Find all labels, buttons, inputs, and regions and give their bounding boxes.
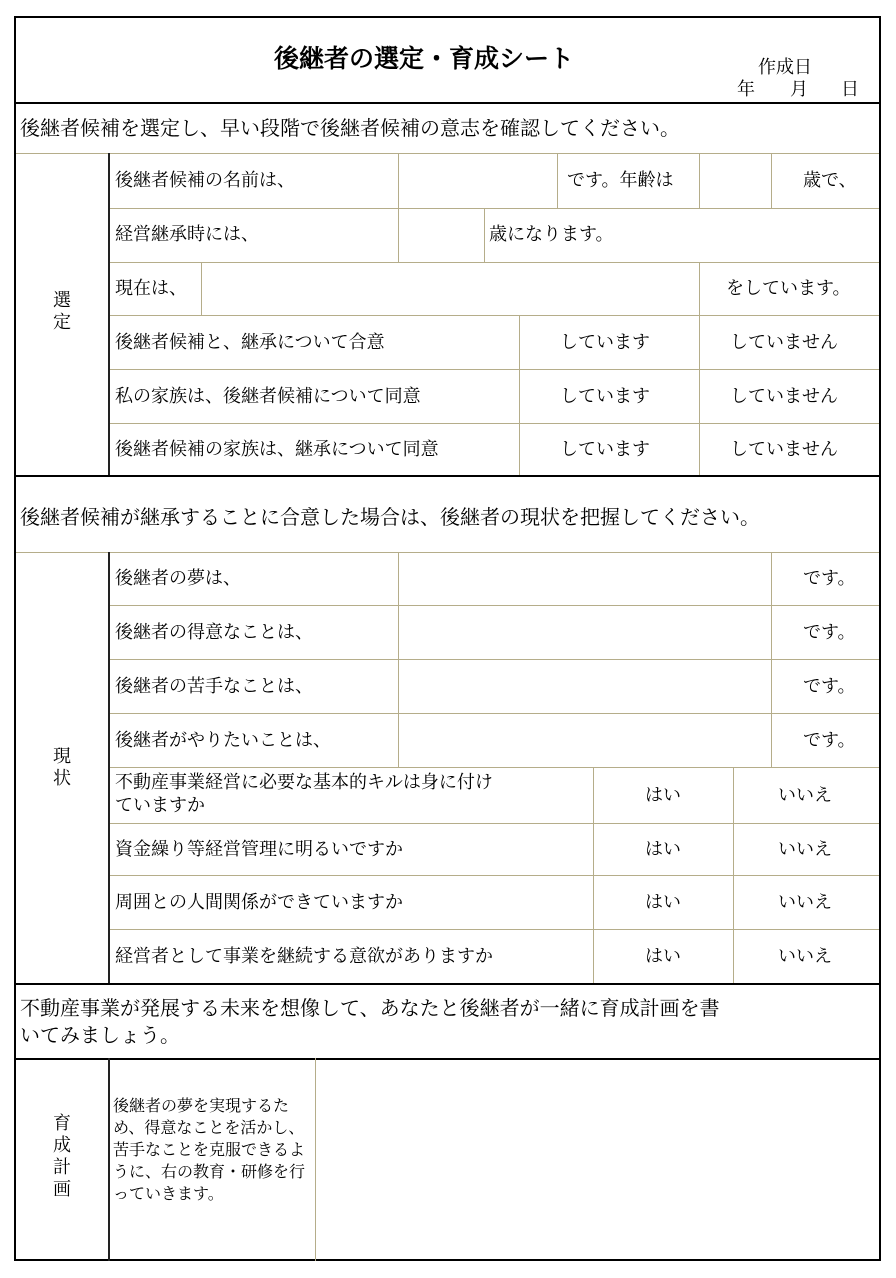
weakness-label: 後継者の苦手なことは、 (115, 676, 313, 697)
relations-yes[interactable]: はい (645, 892, 681, 913)
agreement-family-no[interactable]: していません (730, 386, 838, 407)
skills-no[interactable]: いいえ (778, 785, 832, 806)
section2-end-divider (16, 983, 879, 985)
motivation-no[interactable]: いいえ (778, 946, 832, 967)
finance-no[interactable]: いいえ (778, 839, 832, 860)
strength-end: です。 (803, 622, 856, 643)
succession-sheet (14, 16, 881, 1261)
agreement-family-yes[interactable]: しています (560, 386, 650, 407)
section2-instruction: 後継者候補が継承することに合意した場合は、後継者の現状を把握してください。 (20, 505, 760, 529)
dream-end: です。 (803, 568, 856, 589)
current-status-label: 現在は、 (115, 278, 187, 299)
agreement-candidate-yes[interactable]: しています (560, 332, 650, 353)
wish-label: 後継者がやりたいことは、 (115, 730, 331, 751)
skills-label-line1: 不動産事業経営に必要な基本的キルは身に付け (115, 772, 493, 793)
training-plan-note: 後継者の夢を実現するため、得意なことを活かし、苦手なことを克服できるように、右の教育・研修を行っていきます。 (113, 1096, 306, 1203)
section3-side-label: 育成計画 (53, 1113, 71, 1200)
current-status-end: をしています。 (726, 278, 851, 299)
candidate-age-unit: 歳で、 (803, 170, 857, 191)
section3-instruction-line1: 不動産事業が発展する未来を想像して、あなたと後継者が一緒に育成計画を書 (20, 996, 720, 1020)
strength-label: 後継者の得意なことは、 (115, 622, 313, 643)
date-month: 月 (790, 79, 808, 100)
sheet-title: 後継者の選定・育成シート (274, 44, 575, 73)
date-year: 年 (737, 79, 755, 100)
finance-label: 資金繰り等経営管理に明るいですか (115, 839, 403, 860)
motivation-label: 経営者として事業を継続する意欲がありますか (115, 946, 493, 967)
agreement-candidate-family-no[interactable]: していません (730, 439, 838, 460)
succession-age-unit: 歳になります。 (489, 224, 614, 245)
skills-label-line2: ていますか (115, 795, 205, 816)
section1-instruction: 後継者候補を選定し、早い段階で後継者候補の意志を確認してください。 (20, 116, 680, 140)
candidate-name-label: 後継者候補の名前は、 (115, 170, 295, 191)
agreement-candidate-label: 後継者候補と、継承について合意 (115, 332, 385, 353)
succession-time-label: 経営継承時には、 (115, 224, 259, 245)
weakness-end: です。 (803, 676, 856, 697)
relations-no[interactable]: いいえ (778, 892, 832, 913)
section3-instruction-line2: いてみましょう。 (20, 1023, 180, 1047)
wish-end: です。 (803, 730, 856, 751)
date-label: 作成日 (758, 57, 812, 78)
dream-label: 後継者の夢は、 (115, 568, 241, 589)
skills-yes[interactable]: はい (645, 785, 681, 806)
agreement-candidate-family-yes[interactable]: しています (560, 439, 650, 460)
finance-yes[interactable]: はい (645, 839, 681, 860)
date-day: 日 (841, 79, 859, 100)
agreement-candidate-family-label: 後継者候補の家族は、継承について同意 (115, 439, 439, 460)
section1-end-divider (16, 475, 879, 477)
section2-side-label: 現状 (53, 746, 71, 789)
section1-side-label: 選定 (53, 290, 71, 333)
agreement-candidate-no[interactable]: していません (730, 332, 838, 353)
candidate-age-label: です。年齢は (567, 170, 674, 191)
training-plan-input-area[interactable] (317, 1060, 877, 1259)
agreement-family-label: 私の家族は、後継者候補について同意 (115, 386, 421, 407)
motivation-yes[interactable]: はい (645, 946, 681, 967)
header-divider (16, 102, 879, 104)
relations-label: 周囲との人間関係ができていますか (115, 892, 403, 913)
